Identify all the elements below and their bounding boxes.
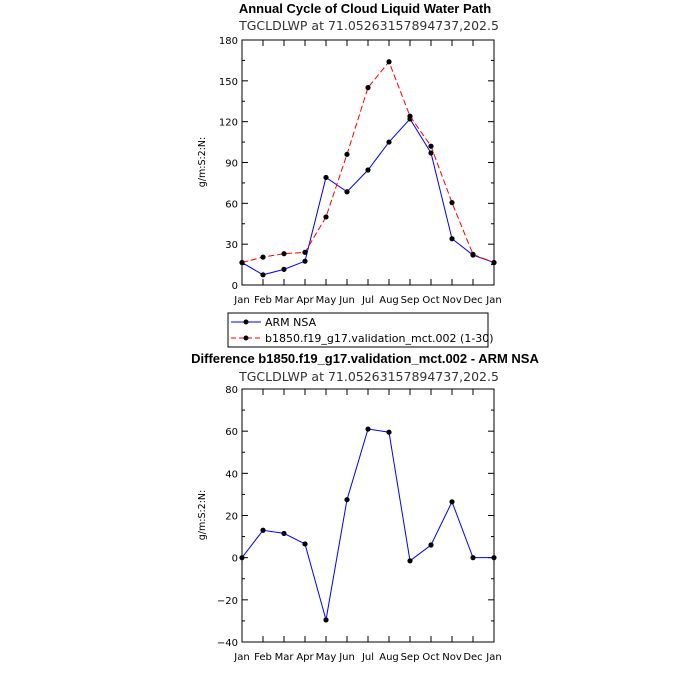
x-tick-label: Jul <box>361 652 375 663</box>
data-point <box>449 200 454 205</box>
y-tick-label: 60 <box>225 427 238 439</box>
chart-subtitle: TGCLDLWP at 71.05263157894737,202.5 <box>239 18 499 33</box>
series-line-0 <box>242 429 494 620</box>
x-tick-label: Jan <box>234 295 250 306</box>
data-point <box>260 254 265 259</box>
x-tick-label: Jan <box>234 652 250 663</box>
chart-title: Annual Cycle of Cloud Liquid Water Path <box>238 1 492 16</box>
y-tick-label: −40 <box>216 638 238 649</box>
x-tick-label: Aug <box>379 295 399 306</box>
y-axis-label: g/m:S:2:N: <box>197 136 208 188</box>
data-point <box>365 426 370 431</box>
series-line-0 <box>242 119 494 275</box>
x-tick-label: Apr <box>296 652 314 663</box>
x-tick-label: Nov <box>442 652 462 663</box>
data-point <box>323 175 328 180</box>
x-tick-label: May <box>315 652 337 663</box>
legend-marker-arm-nsa <box>244 320 249 325</box>
x-tick-label: Sep <box>400 295 420 306</box>
data-point <box>470 555 475 560</box>
legend-item-model <box>231 332 494 345</box>
data-point <box>281 267 286 272</box>
x-tick-label: Mar <box>274 652 294 663</box>
data-point <box>407 114 412 119</box>
data-point <box>239 555 244 560</box>
y-tick-label: 180 <box>218 36 238 47</box>
y-tick-label: 40 <box>225 469 238 481</box>
data-point <box>344 152 349 157</box>
data-point <box>491 260 496 265</box>
legend-label-model: b1850.f19_g17.validation_mct.002 (1-30) <box>265 332 494 345</box>
data-point <box>281 531 286 536</box>
data-point <box>281 251 286 256</box>
y-tick-label: −20 <box>216 595 238 607</box>
annual-cycle-chart <box>197 1 502 347</box>
data-point <box>491 555 496 560</box>
x-tick-label: Feb <box>254 652 272 663</box>
data-point <box>407 558 412 563</box>
y-axis-label: g/m:S:2:N: <box>197 489 208 541</box>
x-tick-label: Jan <box>486 295 502 306</box>
y-tick-label: 80 <box>225 385 238 396</box>
data-point <box>344 497 349 502</box>
chart-subtitle: TGCLDLWP at 71.05263157894737,202.5 <box>239 369 499 384</box>
x-tick-label: Jan <box>486 652 502 663</box>
data-point <box>449 236 454 241</box>
x-tick-label: Mar <box>274 295 294 306</box>
x-tick-label: Nov <box>442 295 462 306</box>
x-tick-label: Dec <box>463 295 483 306</box>
data-point <box>365 85 370 90</box>
plot-area <box>217 385 502 663</box>
y-tick-label: 90 <box>225 158 238 170</box>
plot-frame <box>242 40 494 285</box>
series-line-1 <box>242 62 494 263</box>
legend <box>228 313 494 347</box>
data-point <box>323 214 328 219</box>
data-point <box>302 541 307 546</box>
y-tick-label: 30 <box>225 240 238 252</box>
chart-title: Difference b1850.f19_g17.validation_mct.002 - ARM NSA <box>191 351 539 366</box>
x-tick-label: Oct <box>422 295 440 306</box>
data-point <box>386 430 391 435</box>
y-tick-label: 60 <box>225 199 238 211</box>
data-point <box>386 139 391 144</box>
data-point <box>428 144 433 149</box>
data-point <box>302 250 307 255</box>
y-tick-label: 150 <box>218 76 238 88</box>
data-point <box>428 542 433 547</box>
x-tick-label: Jun <box>339 652 355 663</box>
y-tick-label: 120 <box>218 117 238 129</box>
data-point <box>323 617 328 622</box>
x-tick-label: Sep <box>400 652 420 663</box>
x-tick-label: Oct <box>422 652 440 663</box>
x-tick-label: Apr <box>296 295 314 306</box>
legend-label-arm-nsa: ARM NSA <box>265 316 317 329</box>
legend-marker-model <box>244 336 249 341</box>
data-point <box>260 528 265 533</box>
data-point <box>344 189 349 194</box>
x-tick-label: Dec <box>463 652 483 663</box>
plot-area <box>219 36 502 306</box>
data-point <box>365 167 370 172</box>
x-tick-label: Jul <box>361 295 375 306</box>
data-point <box>449 499 454 504</box>
x-tick-label: May <box>315 295 337 306</box>
y-tick-label: 0 <box>231 553 238 565</box>
x-tick-label: Jun <box>339 295 355 306</box>
data-point <box>302 259 307 264</box>
x-tick-label: Feb <box>254 295 272 306</box>
y-tick-label: 0 <box>231 281 238 292</box>
data-point <box>239 260 244 265</box>
data-point <box>260 272 265 277</box>
y-tick-label: 20 <box>225 511 238 523</box>
difference-chart <box>191 351 539 663</box>
data-point <box>470 252 475 257</box>
data-point <box>386 59 391 64</box>
x-tick-label: Aug <box>379 652 399 663</box>
